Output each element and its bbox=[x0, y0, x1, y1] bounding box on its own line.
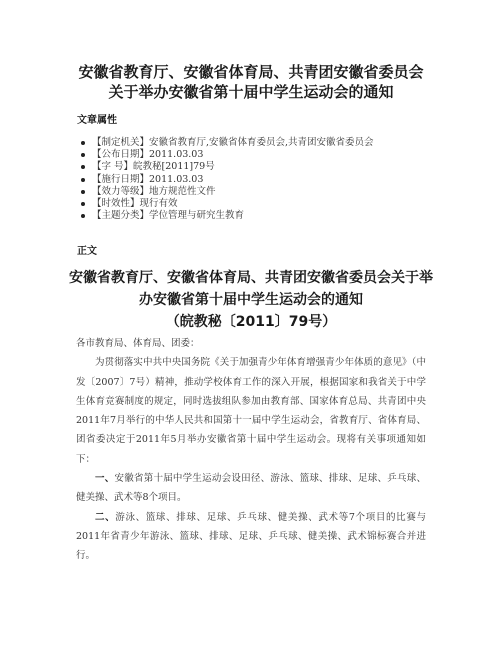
intro-paragraph: 为贯彻落实中共中央国务院《关于加强青少年体育增强青少年体质的意见》（中发〔2007〕7号）精神，推动学校体育工作的深入开展，根据国家和我省关于中学生体育竞赛制度的规定，同时选拔组队参加由教育部、国家体育总局、共青团中央2011年7月举行的中华人民共和国第十一届中学生运动会，省教育厅、省体育局、团省委决定于2011年5月举办安徽省第十届中学生运动会。现将有关事项通知如下： bbox=[76, 357, 426, 465]
attribute-item bbox=[92, 149, 374, 161]
bullet-icon bbox=[81, 165, 85, 169]
attribute-text: 【制定机关】安徽省教育厅,安徽省体育委员会,共青团安徽省委员会 bbox=[92, 137, 374, 148]
body-text bbox=[76, 334, 426, 566]
attribute-text: 【字 号】皖教秘[2011]79号 bbox=[92, 161, 215, 173]
document-title-line-2: 关于举办安徽省第十届中学生运动会的通知 bbox=[108, 83, 394, 101]
salutation: 各市教育局、体育局、团委： bbox=[76, 338, 200, 349]
bullet-icon bbox=[81, 202, 85, 206]
item-1-number: 一、 bbox=[95, 473, 115, 485]
item-2 bbox=[76, 508, 426, 566]
item-2-text: 游泳、篮球、排球、足球、乒乓球、健美操、武术等7个项目的比赛与2011年省青少年游泳、篮球、排球、足球、乒乓球、健美操、武术锦标赛合并进行。 bbox=[76, 511, 426, 562]
attribute-item bbox=[92, 210, 374, 222]
bullet-icon bbox=[81, 153, 85, 157]
main-title-line-2: 办安徽省第十届中学生运动会的通知 bbox=[139, 292, 363, 308]
document-title-line-1: 安徽省教育厅、安徽省体育局、共青团安徽省委员会 bbox=[78, 63, 424, 81]
attribute-item bbox=[92, 198, 374, 210]
attribute-text: 【时效性】现行有效 bbox=[92, 198, 178, 210]
bullet-icon bbox=[81, 190, 85, 194]
item-1-text: 安徽省第十届中学生运动会设田径、游泳、篮球、排球、足球、乒乓球、健美操、武术等8个项目。 bbox=[76, 473, 426, 504]
attributes-list bbox=[92, 137, 374, 222]
attribute-item bbox=[92, 174, 374, 186]
main-title bbox=[50, 267, 452, 333]
attribute-text: 【施行日期】2011.03.03 bbox=[92, 173, 204, 185]
attribute-item bbox=[92, 161, 374, 173]
bullet-icon bbox=[81, 141, 85, 145]
body-heading: 正文 bbox=[77, 246, 97, 257]
bullet-icon bbox=[81, 178, 85, 182]
attribute-text: 【主题分类】学位管理与研究生教育 bbox=[92, 210, 245, 222]
attribute-item bbox=[92, 186, 374, 198]
attribute-text: 【公布日期】2011.03.03 bbox=[92, 149, 204, 161]
attribute-text: 【效力等级】地方规范性文件 bbox=[92, 185, 216, 197]
document-number: （皖教秘〔2011〕79号） bbox=[165, 314, 337, 330]
item-1 bbox=[76, 469, 426, 508]
item-2-number: 二、 bbox=[95, 511, 116, 523]
document-title bbox=[40, 62, 462, 102]
attribute-item bbox=[92, 137, 374, 149]
bullet-icon bbox=[81, 214, 85, 218]
attributes-heading: 文章属性 bbox=[77, 115, 117, 126]
main-title-line-1: 安徽省教育厅、安徽省体育局、共青团安徽省委员会关于举 bbox=[69, 270, 433, 286]
